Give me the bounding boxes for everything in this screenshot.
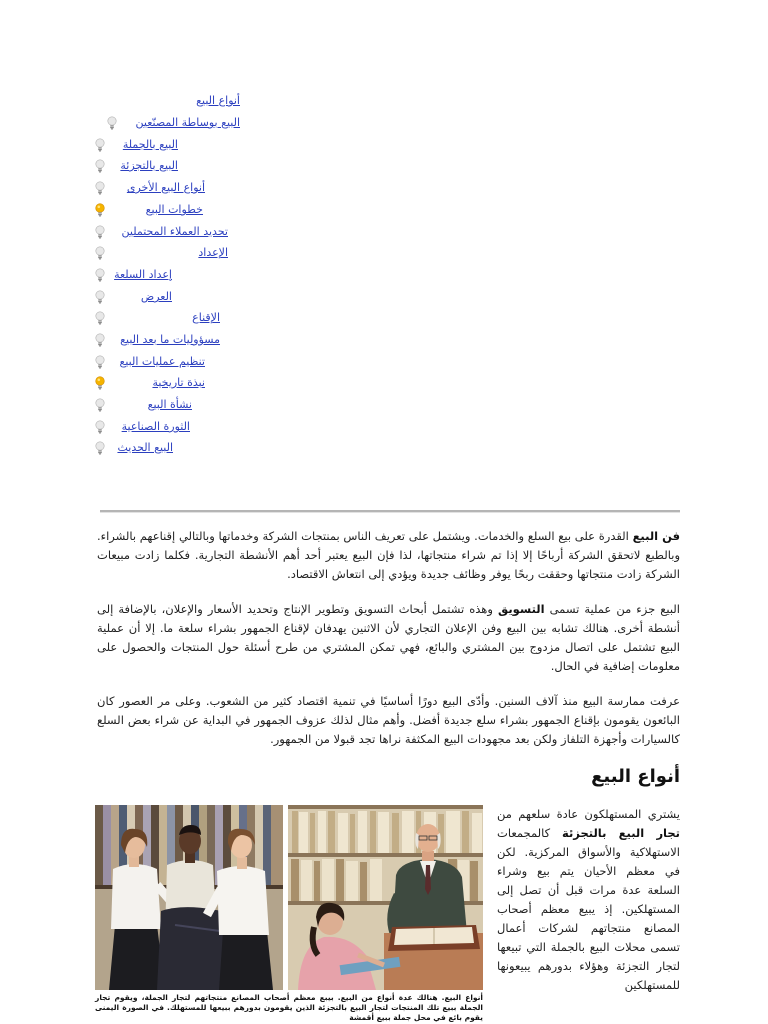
intro-text: القدرة على بيع السلع والخدمات. ويشتمل على تعريف الناس بمنتجات الشركة وخدماتها وبالتالي إقناعهم بالشراء. وبالطبع لاتحقق الشركة أرباحًا إلا إذا تم شراء منتجاتها، لذا فإن البيع يعتبر أحد أهم الأنشطة التجارية. فكلما زادت مبيعات الشركة زادت منتجاتها وحققت ربحًا يوفر وظائف جديدة ويؤدي إلى انتعاش الاقتصاد. (97, 529, 680, 581)
photo-retail (95, 805, 283, 990)
sale-types-section (97, 805, 680, 1023)
toc-link-sales-organization[interactable]: تنظيم عمليات البيع (119, 355, 205, 368)
toc-link-prospecting[interactable]: تحديد العملاء المحتملين (121, 225, 228, 238)
lightbulb-icon (95, 441, 105, 455)
caption-lead: أنواع البيع. (441, 993, 483, 1002)
toc-link-preparation[interactable]: الإعداد (198, 246, 228, 259)
retail-term: تجار البيع بالتجزئة (562, 826, 680, 840)
intro-lead-term: فن البيع (632, 529, 681, 543)
article-body (97, 527, 680, 1023)
lightbulb-lit-icon (95, 203, 105, 217)
lightbulb-icon (95, 290, 105, 304)
intro-paragraph (97, 527, 680, 584)
toc-link-sale-types[interactable]: أنواع البيع (196, 94, 240, 107)
toc-link-product-preparation[interactable]: إعداد السلعة (114, 268, 172, 281)
lightbulb-icon (95, 333, 105, 347)
lightbulb-icon (95, 138, 105, 152)
sale-types-text-before: يشتري المستهلكون عادة سلعهم من (497, 807, 680, 821)
section-heading-sale-types: أنواع البيع (591, 766, 680, 787)
lightbulb-icon (107, 116, 117, 130)
marketing-term: التسويق (497, 602, 545, 616)
photo-pair (95, 805, 483, 990)
lightbulb-icon (95, 159, 105, 173)
toc-link-after-sale[interactable]: مسؤوليات ما بعد البيع (120, 333, 220, 346)
history-paragraph: عرفت ممارسة البيع منذ آلاف السنين. وأدّى البيع دورًا أساسيًا في تنمية اقتصاد كثير من الشعوب. وعلى مر العصور كان البائعون يقومون بإقناع الجمهور بشراء سلع جديدة أفضل. وأهم مثال لذلك عزوف الجمهور في البداية عن شراء بعض السلع كالسيارات وأجهزة التلفاز ولكن بعد مجهودات البيع المكثفة نراها تجد قبولا من الجمهور. (97, 694, 680, 746)
lightbulb-icon (95, 355, 105, 369)
toc-link-retail[interactable]: البيع بالتجزئة (120, 159, 178, 172)
lightbulb-icon (95, 225, 105, 239)
lightbulb-icon (95, 246, 105, 260)
sale-types-text (497, 805, 680, 995)
toc-link-sale-steps[interactable]: خطوات البيع (145, 203, 203, 216)
figure-caption (95, 993, 483, 1023)
toc-link-wholesale[interactable]: البيع بالجملة (122, 138, 178, 151)
lightbulb-icon (95, 398, 105, 412)
toc-link-history[interactable]: نبذة تاريخية (152, 376, 205, 389)
toc-link-manufacturer-sales[interactable]: البيع بوساطة المصنّعين (135, 116, 240, 129)
lightbulb-icon (95, 181, 105, 195)
lightbulb-icon (95, 311, 105, 325)
toc-link-other-sale-types[interactable]: أنواع البيع الأخرى (126, 181, 205, 194)
section-divider (100, 510, 680, 513)
sale-types-text-after: كالمجمعات الاستهلاكية والأسواق المركزية. لكن في معظم الأحيان يتم بيع وشراء السلعة عدة مرات قبل أن تصل إلى المستهلكين. إذ يبيع معظم أصحاب المصانع منتجاتهم لشركات أعمال تسمى محلات البيع بالجملة التي تبيعها لتجار التجزئة وهؤلاء بدورهم يبيعونها للمستهلكين (497, 826, 680, 992)
toc-link-origins[interactable]: نشأة البيع (147, 398, 192, 411)
toc-link-industrial-revolution[interactable]: الثورة الصناعية (121, 420, 190, 433)
photo-wholesale-image (288, 805, 483, 990)
marketing-text-after: وهذه تشتمل أبحاث التسويق وتطوير الإنتاج وتحديد الأسعار والإعلان، بالإضافة إلى أنشطة أخرى. هنالك تشابه بين البيع وفن الإعلان التجاري لأن الاثنين يهدفان لإقناع الجمهور بشراء سلعة ما. إلا أن عملية البيع تشتمل على اتصال مزدوج بين المشتري والبائع، فهي تمكن المشتري من طرح أسئلة حول المنتجات والحصول على معلومات إضافية في الحال. (97, 602, 680, 673)
toc-link-presentation[interactable]: العرض (140, 290, 172, 303)
toc-link-modern-selling[interactable]: البيع الحديث (117, 441, 173, 454)
caption-text: هنالك عدة أنواع من البيع. بيبع معظم أصحاب المصانع منتجاتهم لتجار الجملة، ويقوم تجار الجملة ببيع تلك المنتجات لتجار البيع بالتجزئة الذين يقومون بدورهم ببيعها للمستهلك. في الصورة اليمنى يقوم بائع في محل جملة ببيع أقمشة (95, 993, 483, 1022)
photo-retail-image (95, 805, 283, 990)
toc-link-persuasion[interactable]: الإقناع (192, 311, 220, 324)
marketing-text-before: البيع جزء من عملية تسمى (544, 602, 680, 616)
photo-wholesale (288, 805, 483, 990)
lightbulb-icon (95, 268, 105, 282)
lightbulb-lit-icon (95, 376, 105, 390)
marketing-paragraph (97, 600, 680, 676)
lightbulb-icon (95, 420, 105, 434)
sale-types-figure (95, 805, 483, 1023)
